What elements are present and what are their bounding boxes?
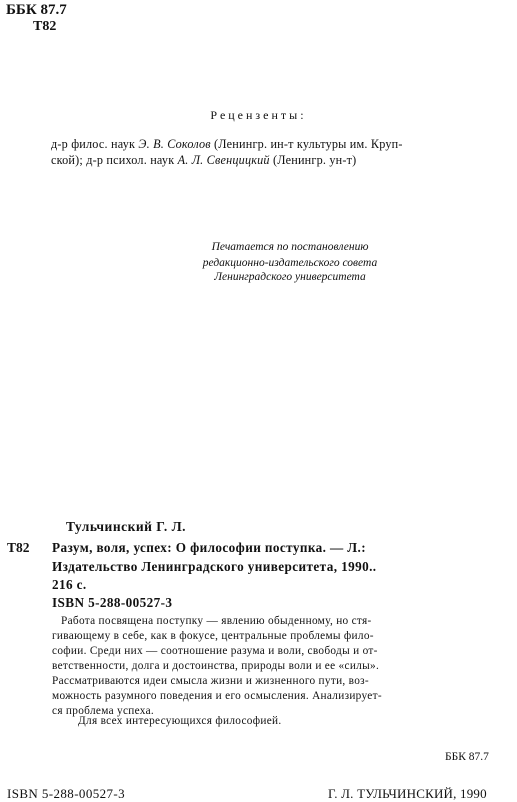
card-title-line: Разум, воля, успех: О философии поступка. — Л.: bbox=[52, 540, 367, 555]
reviewers-line-2-pre: ской); д-р психол. наук bbox=[51, 153, 178, 167]
card-code: Т82 bbox=[7, 540, 30, 555]
approval-line-2: редакционно-издательского совета bbox=[202, 257, 378, 269]
reviewers-line-2-post: (Ленингр. ун-т) bbox=[269, 153, 357, 167]
footer-isbn: ISBN 5-288-00527-3 bbox=[7, 786, 126, 801]
reviewers-line-1-pre: д-р филос. наук bbox=[51, 137, 139, 151]
reviewer-name-2: А. Л. Свенцицкий bbox=[177, 153, 270, 167]
card-pages-line: 216 с. bbox=[52, 577, 87, 592]
card-isbn-line: ISBN 5-288-00527-3 bbox=[52, 595, 173, 610]
copyright-text: Г. Л. ТУЛЬЧИНСКИЙ, 1990 bbox=[328, 786, 487, 801]
abstract-line-5: Рассматриваются идеи смысла жизни и жизненного пути, воз- bbox=[52, 675, 369, 687]
abstract-line-3: софии. Среди них — соотношение разума и воли, свободы и от- bbox=[52, 645, 378, 657]
reviewers-title: Рецензенты: bbox=[210, 108, 307, 122]
abstract-line-4: ветственности, долга и достоинства, природы воли и ее «силы». bbox=[52, 660, 380, 672]
reviewers-line-2 bbox=[51, 153, 356, 168]
approval-line-1: Печатается по постановлению bbox=[211, 241, 369, 253]
abstract-line-2: гивающему в себе, как в фокусе, центральные проблемы фило- bbox=[52, 630, 374, 642]
reviewers-line-1-post: (Ленингр. ин-т культуры им. Круп- bbox=[210, 137, 403, 151]
reviewers-line-1 bbox=[51, 137, 403, 152]
bbk-index: ББК 87.7 bbox=[6, 2, 67, 18]
card-author: Тульчинский Г. Л. bbox=[66, 519, 187, 534]
abstract-audience: Для всех интересующихся философией. bbox=[78, 715, 282, 727]
footer-copyright bbox=[328, 786, 487, 802]
abstract-line-1: Работа посвящена поступку — явлению обыденному, но стя- bbox=[61, 615, 372, 627]
abstract-line-6: можность разумного поведения и его осмысления. Анализирует- bbox=[52, 690, 382, 702]
approval-line-3: Ленинградского университета bbox=[214, 271, 366, 283]
card-publisher-line: Издательство Ленинградского университета, 1990.. bbox=[52, 559, 377, 574]
author-mark: Т82 bbox=[33, 19, 57, 34]
reviewer-name-1: Э. В. Соколов bbox=[138, 137, 211, 151]
abstract-line-7: ся проблема успеха. bbox=[52, 705, 155, 717]
footer-bbk: ББК 87.7 bbox=[445, 751, 489, 763]
